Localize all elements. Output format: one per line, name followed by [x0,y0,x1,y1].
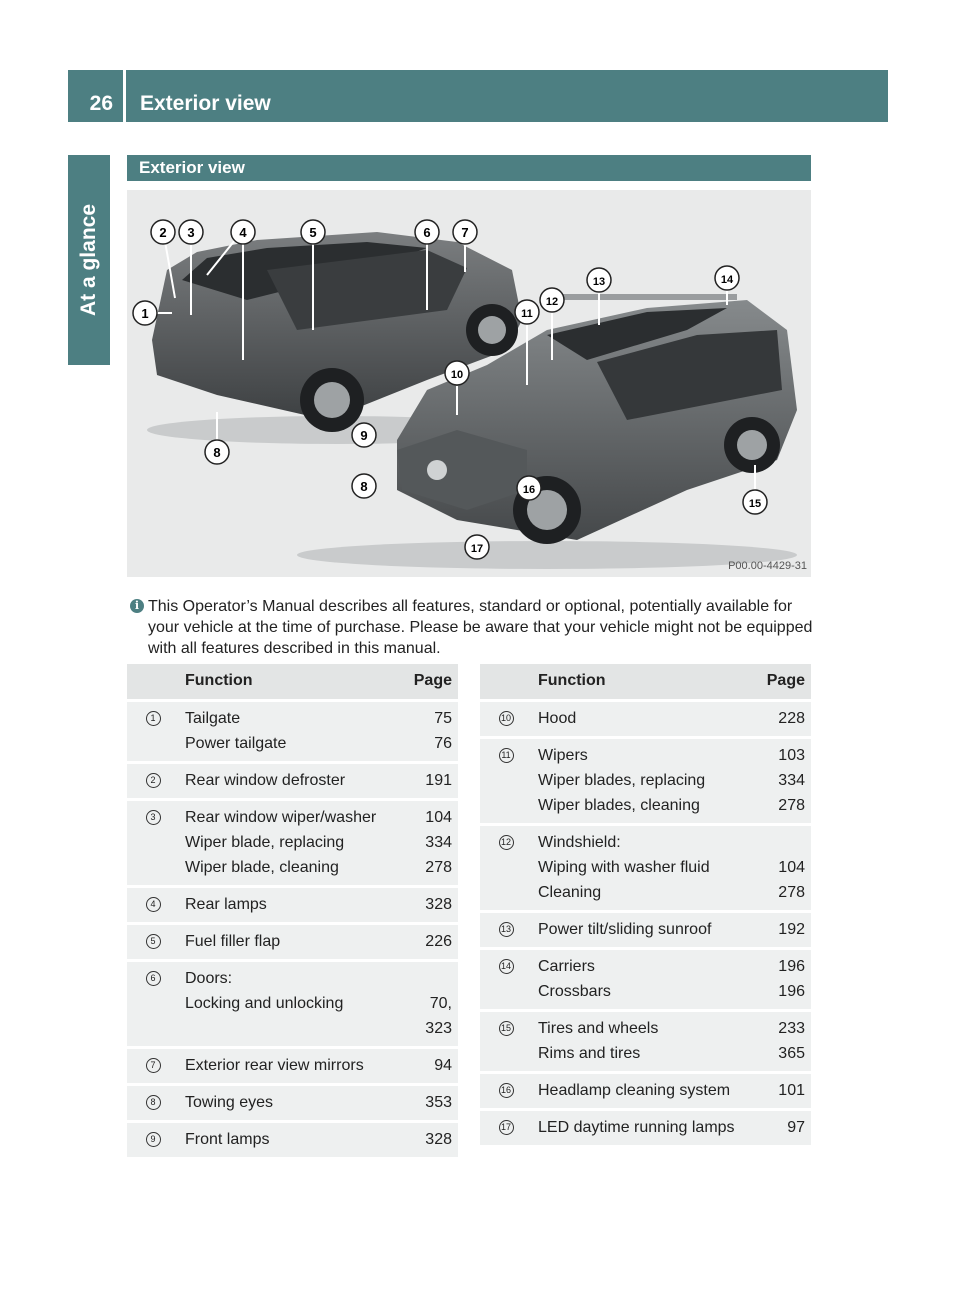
function-text: Exterior rear view mirrors [185,1056,364,1074]
page-ref: 192 [778,920,805,938]
svg-text:2: 2 [159,225,167,240]
table-row [480,948,811,1010]
table-row [127,1084,458,1121]
header-page: Page [755,664,811,700]
info-note [130,596,820,659]
function-text: Doors: [185,969,233,987]
page-ref: 76 [434,734,452,752]
table-row [127,799,458,886]
function-cell [179,923,402,960]
page-ref: 196 [778,957,805,975]
page-cell [402,799,458,886]
row-number-badge: 6 [146,971,161,986]
function-table-right [480,664,811,1148]
row-number-cell [480,948,532,1010]
row-number-cell [480,1010,532,1072]
table-row [127,960,458,1047]
function-text: Rear lamps [185,895,267,913]
callout-8-rear [205,440,229,464]
row-number-badge: 10 [499,711,514,726]
figure-code: P00.00-4429-31 [728,560,807,572]
svg-text:16: 16 [522,484,536,496]
function-text: Locking and unlocking [185,994,344,1012]
row-number-cell [127,700,179,762]
table-row [480,1010,811,1072]
page-cell [402,923,458,960]
svg-text:5: 5 [309,225,317,240]
info-note-text: This Operator’s Manual describes all features, standard or optional, potentially available for your vehicle at the time of purchase. Please be aware that your vehicle might not be equipped with all features described in this manual. [148,598,813,657]
svg-text:11: 11 [521,308,533,320]
row-number-badge: 1 [146,711,161,726]
row-number-badge: 13 [499,922,514,937]
row-number-badge: 11 [499,748,514,763]
svg-text:10: 10 [450,369,464,381]
row-number-badge: 14 [499,959,514,974]
table-row [480,700,811,737]
function-table-right-body [480,700,811,1146]
side-tab-label: At a glance [77,203,100,317]
page-header-bar [68,70,888,122]
table-row [480,824,811,911]
header-function: Function [179,664,402,700]
svg-text:1: 1 [141,306,149,321]
callout-13 [587,268,611,292]
row-number-badge: 3 [146,810,161,825]
table-row [127,762,458,799]
page-ref: 226 [425,932,452,950]
table-header-row [127,664,458,700]
table-row [480,737,811,824]
row-number-cell [480,1109,532,1146]
function-cell [532,1010,755,1072]
function-text: Hood [538,709,577,727]
svg-text:13: 13 [592,276,606,288]
svg-text:14: 14 [720,274,734,286]
page-cell [755,948,811,1010]
row-number-cell [127,799,179,886]
function-cell [179,762,402,799]
page-ref: 97 [787,1118,805,1136]
page-ref: 328 [425,895,452,913]
page-ref: 278 [425,858,452,876]
function-cell [179,1047,402,1084]
callout-11 [515,300,539,324]
callout-1 [133,301,157,325]
table-row [127,1047,458,1084]
svg-text:12: 12 [545,296,559,308]
callout-14 [715,266,739,290]
page-ref: 94 [434,1056,452,1074]
callout-15 [743,490,767,514]
function-table-left [127,664,458,1160]
callout-6 [415,220,439,244]
page-cell [402,1047,458,1084]
row-number-badge: 12 [499,835,514,850]
table-row [127,700,458,762]
callout-2 [151,220,175,244]
svg-text:6: 6 [423,225,431,240]
page-ref: 278 [778,796,805,814]
function-cell [532,700,755,737]
function-cell [179,799,402,886]
row-number-badge: 5 [146,934,161,949]
function-text: Front lamps [185,1130,270,1148]
page-cell [755,824,811,911]
page-cell [402,762,458,799]
info-icon: i [130,599,144,613]
svg-text:17: 17 [470,543,484,555]
function-text: LED daytime running lamps [538,1118,735,1136]
svg-text:4: 4 [239,225,247,240]
page-ref: 233 [778,1019,805,1037]
row-number-badge: 4 [146,897,161,912]
page-cell [402,960,458,1047]
function-cell [532,1072,755,1109]
page-number-box [68,70,126,122]
page-ref: 328 [425,1130,452,1148]
row-number-cell [127,886,179,923]
function-text: Wiper blades, cleaning [538,796,700,814]
function-text: Towing eyes [185,1093,274,1111]
row-number-badge: 9 [146,1132,161,1147]
svg-text:15: 15 [748,498,762,510]
function-text: Power tilt/sliding sunroof [538,920,712,938]
function-text: Wiper blade, cleaning [185,858,339,876]
row-number-cell [127,1121,179,1158]
row-number-cell [480,1072,532,1109]
page-cell [755,700,811,737]
row-number-badge: 16 [499,1083,514,1098]
callout-17 [465,535,489,559]
function-text: Carriers [538,957,595,975]
function-cell [179,886,402,923]
header-title: Exterior view [140,92,271,115]
callout-12 [540,288,564,312]
page-ref: 101 [778,1081,805,1099]
page-cell [755,911,811,948]
page-ref [761,830,805,855]
page-cell [755,1109,811,1146]
row-number-cell [480,911,532,948]
page-ref: 104 [778,858,805,876]
header-function: Function [532,664,755,700]
page-ref [408,966,452,991]
callout-10 [445,361,469,385]
side-tab [68,155,110,365]
svg-text:3: 3 [187,225,195,240]
page-ref: 334 [778,771,805,789]
page-ref: 228 [778,709,805,727]
function-text: Wiping with washer fluid [538,858,710,876]
svg-text:8: 8 [360,479,368,494]
callout-16 [517,476,541,500]
page-cell [402,700,458,762]
page-cell [755,737,811,824]
callout-5 [301,220,325,244]
page-cell [755,1010,811,1072]
callout-3 [179,220,203,244]
page-ref: 75 [434,709,452,727]
function-text [185,1016,396,1041]
vehicle-figure [127,190,811,577]
function-cell [179,1121,402,1158]
page-ref: 365 [778,1044,805,1062]
function-text: Power tailgate [185,734,287,752]
function-text: Wiper blades, replacing [538,771,706,789]
row-number-badge: 8 [146,1095,161,1110]
function-cell [179,1084,402,1121]
callout-7 [453,220,477,244]
function-text: Cleaning [538,883,602,901]
row-number-cell [127,1047,179,1084]
page-ref: 191 [425,771,452,789]
row-number-badge: 17 [499,1120,514,1135]
function-text: Windshield: [538,833,621,851]
function-cell [532,737,755,824]
table-row [127,923,458,960]
table-row [480,1109,811,1146]
callout-4 [231,220,255,244]
function-text: Tailgate [185,709,241,727]
function-text: Wiper blade, replacing [185,833,345,851]
table-header-row [480,664,811,700]
callout-8-front [352,474,376,498]
function-text: Wipers [538,746,588,764]
table-row [127,1121,458,1158]
function-cell [532,824,755,911]
svg-text:7: 7 [461,225,469,240]
row-number-cell [127,762,179,799]
page-ref: 334 [425,833,452,851]
row-number-cell [127,923,179,960]
page-ref: 104 [425,808,452,826]
function-text: Rear window defroster [185,771,346,789]
page-ref: 196 [778,982,805,1000]
page-cell [402,1121,458,1158]
vehicle-illustration [127,190,811,577]
page-ref: 70, [429,994,452,1012]
row-number-badge: 15 [499,1021,514,1036]
function-cell [179,700,402,762]
svg-text:8: 8 [213,445,221,460]
function-cell [532,948,755,1010]
function-cell [179,960,402,1047]
row-number-badge: 2 [146,773,161,788]
row-number-cell [127,1084,179,1121]
function-table-left-body [127,700,458,1158]
function-text: Rear window wiper/washer [185,808,377,826]
page-ref: 353 [425,1093,452,1111]
section-title: Exterior view [127,155,811,181]
function-text: Crossbars [538,982,611,1000]
function-text: Tires and wheels [538,1019,659,1037]
table-row [480,911,811,948]
page-cell [402,1084,458,1121]
header-number [480,664,532,700]
page-cell [755,1072,811,1109]
header-page: Page [402,664,458,700]
row-number-badge: 7 [146,1058,161,1073]
page-ref: 323 [425,1019,452,1037]
table-row [127,886,458,923]
function-cell [532,1109,755,1146]
function-text: Rims and tires [538,1044,641,1062]
page-cell [402,886,458,923]
function-text: Fuel filler flap [185,932,281,950]
page-ref: 103 [778,746,805,764]
table-row [480,1072,811,1109]
function-text: Headlamp cleaning system [538,1081,731,1099]
page-ref: 278 [778,883,805,901]
row-number-cell [480,700,532,737]
row-number-cell [480,824,532,911]
row-number-cell [127,960,179,1047]
function-cell [532,911,755,948]
row-number-cell [480,737,532,824]
callout-9 [352,423,376,447]
svg-text:9: 9 [360,428,368,443]
page-number: 26 [89,92,113,115]
header-number [127,664,179,700]
